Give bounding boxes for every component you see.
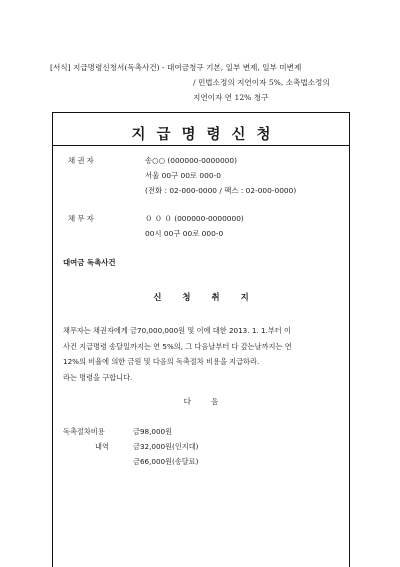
purpose-heading: 신청취지 [153,292,270,302]
purpose-line: 채무자는 채권자에게 금70,000,000원 및 이에 대한 2013. 1. 1.부터 이 [63,326,291,335]
caption-line-1: [서식] 지급명령신청서(독촉사건) - 대여금청구 기본, 일부 변제, 일부 미변제 [50,63,302,72]
title-divider [53,145,349,146]
creditor-contact: (전화 : 02-000-0000 / 팩스 : 02-000-0000) [145,186,297,195]
cost-total: 금98,000원 [133,427,173,436]
caption-line-2: / 민법소정의 지연이자 5%, 소촉법소정의 [193,78,330,87]
form-title: 지급명령신청 [131,126,282,143]
case-name: 대여금 독촉사건 [63,258,116,267]
next-heading: 다음 [183,397,239,406]
purpose-line: 12%의 비율에 의한 금원 및 다음의 독촉절차 비용을 지급하라. [63,357,260,366]
application-form [52,112,350,567]
purpose-line: 라는 명령을 구합니다. [63,372,133,382]
debtor-label: 채무자 [68,214,97,223]
creditor-label: 채권자 [68,156,97,165]
breakdown-label: 내역 [95,442,109,451]
creditor-name: 송○○ (000000-0000000) [145,156,237,165]
purpose-line: 사건 지급명령 송달일까지는 연 5%의, 그 다음날부터 다 갚는날까지는 연 [63,341,292,351]
purpose-text [63,323,343,385]
debtor-name: ０ ０ ０ (000000-0000000) [145,214,244,223]
cost-label: 독촉절차비용 [63,427,105,436]
debtor-address: 00시 00구 00로 000-0 [145,229,224,238]
cost-stamp-fee: 금32,000원(인지대) [133,442,199,451]
caption-line-3: 지연이자 연 12% 청구 [193,93,269,102]
creditor-address: 서울 00구 00로 000-0 [145,171,221,180]
cost-service-fee: 금66,000원(송달료) [133,457,199,466]
form-caption [50,60,350,105]
